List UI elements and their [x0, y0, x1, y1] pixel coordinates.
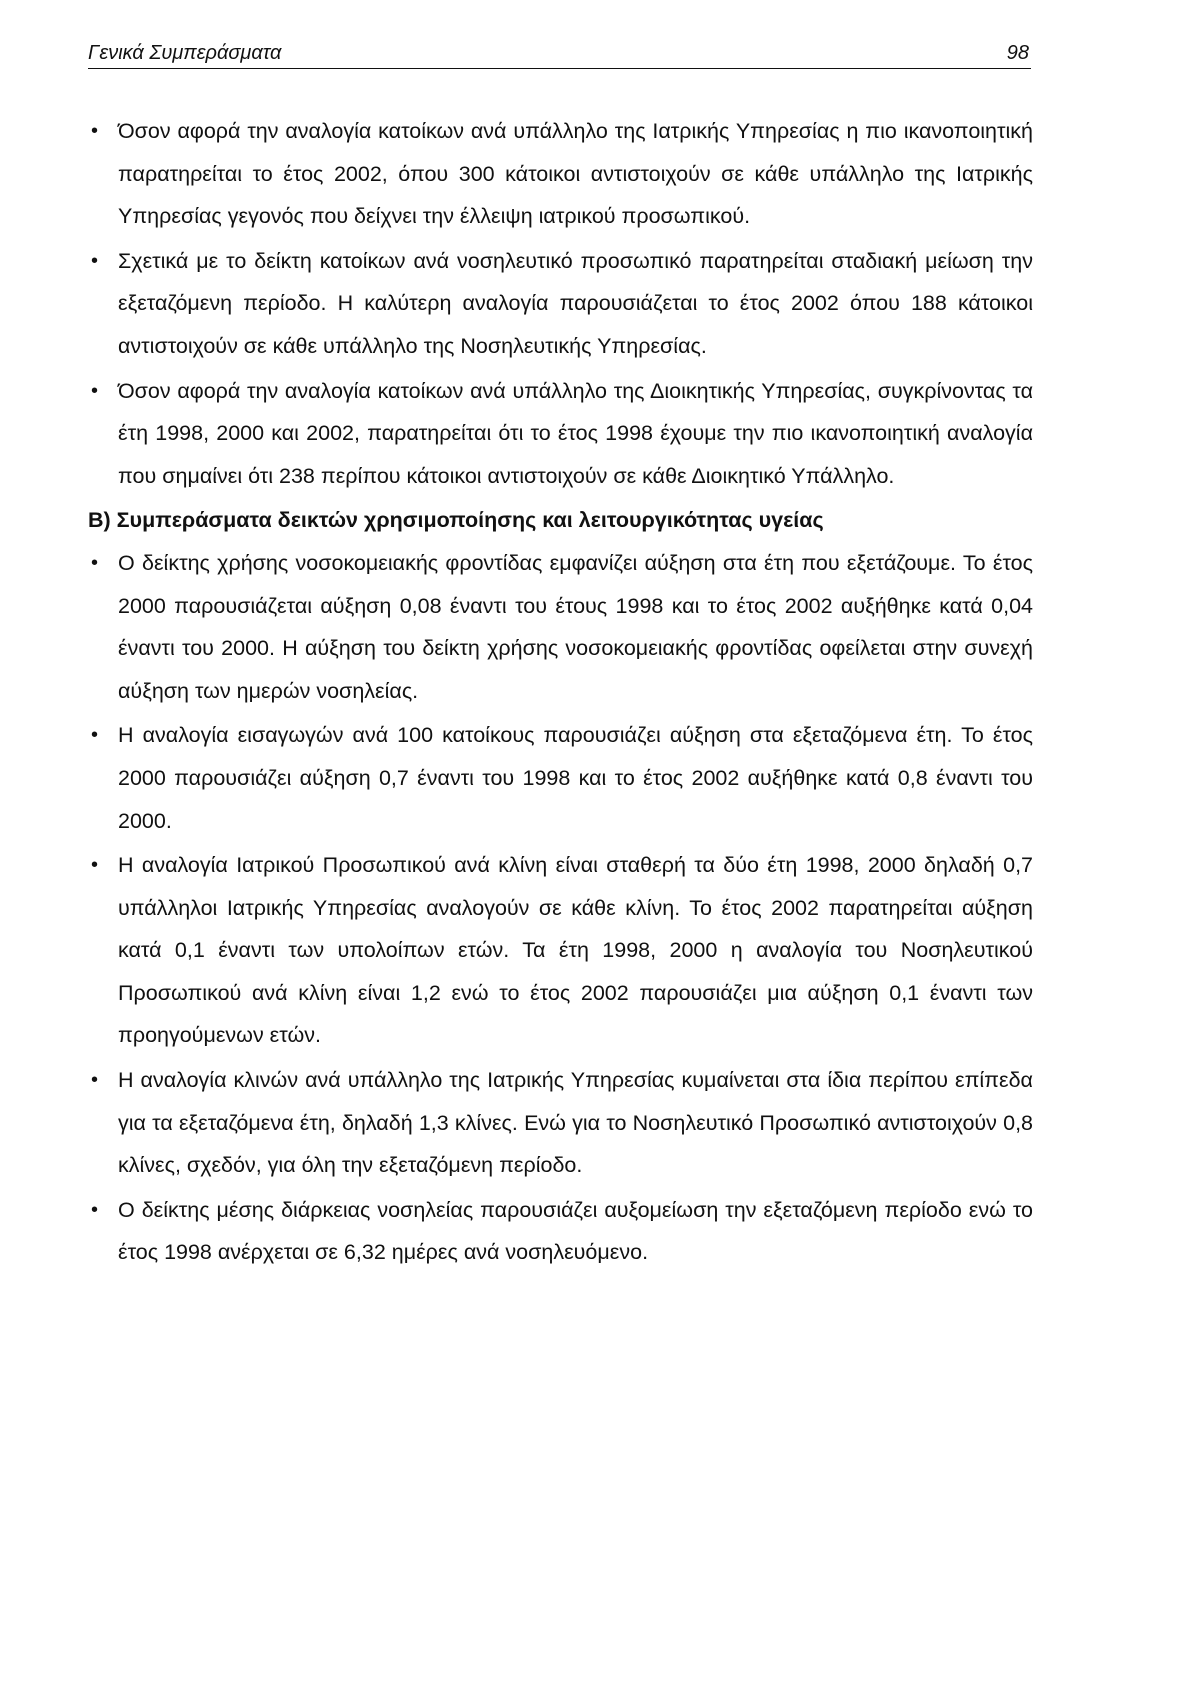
bullet-item: • Όσον αφορά την αναλογία κατοίκων ανά υπάλληλο της Διοικητικής Υπηρεσίας, συγκρίνοντας τα έτη 1998, 2000 και 2002, παρατηρείται ότι το έτος 1998 έχουμε την πιο ικανοποιητική αναλογία που σημαίνει ότι 238 περίπου κάτοικοι αντιστοιχούν σε κάθε Διοικητικό Υπάλληλο. [88, 370, 1033, 498]
section-b-heading: Β) Συμπεράσματα δεικτών χρησιμοποίησης και λειτουργικότητας υγείας [88, 508, 824, 533]
page-number: 98 [1006, 42, 1029, 64]
section-a-list [88, 110, 1033, 497]
main-content [88, 110, 1033, 1276]
bullet-item: • Ο δείκτης μέσης διάρκειας νοσηλείας παρουσιάζει αυξομείωση την εξεταζόμενη περίοδο ενώ το έτος 1998 ανέρχεται σε 6,32 ημέρες ανά νοσηλευόμενο. [88, 1189, 1033, 1274]
bullet-item: • Η αναλογία Ιατρικού Προσωπικού ανά κλίνη είναι σταθερή τα δύο έτη 1998, 2000 δηλαδή 0,7 υπάλληλοι Ιατρικής Υπηρεσίας αναλογούν σε κάθε κλίνη. Το έτος 2002 παρατηρείται αύξηση κατά 0,1 έναντι των υπολοίπων ετών. Τα έτη 1998, 2000 η αναλογία του Νοσηλευτικού Προσωπικού ανά κλίνη είναι 1,2 ενώ το έτος 2002 παρουσιάζει μια αύξηση 0,1 έναντι των προηγούμενων ετών. [88, 844, 1033, 1057]
bullet-item: • Ο δείκτης χρήσης νοσοκομειακής φροντίδας εμφανίζει αύξηση στα έτη που εξετάζουμε. Το έτος 2000 παρουσιάζεται αύξηση 0,08 έναντι του έτους 1998 και το έτος 2002 αυξήθηκε κατά 0,04 έναντι του 2000. Η αύξηση του δείκτη χρήσης νοσοκομειακής φροντίδας οφείλεται στην συνεχή αύξηση των ημερών νοσηλείας. [88, 542, 1033, 712]
running-header [88, 40, 1031, 69]
bullet-item: • Σχετικά με το δείκτη κατοίκων ανά νοσηλευτικό προσωπικό παρατηρείται σταδιακή μείωση την εξεταζόμενη περίοδο. Η καλύτερη αναλογία παρουσιάζεται το έτος 2002 όπου 188 κάτοικοι αντιστοιχούν σε κάθε υπάλληλο της Νοσηλευτικής Υπηρεσίας. [88, 240, 1033, 368]
chapter-title: Γενικά Συμπεράσματα [88, 42, 282, 64]
bullet-item: • Η αναλογία εισαγωγών ανά 100 κατοίκους παρουσιάζει αύξηση στα εξεταζόμενα έτη. Το έτος 2000 παρουσιάζει αύξηση 0,7 έναντι του 1998 και το έτος 2002 αυξήθηκε κατά 0,8 έναντι του 2000. [88, 714, 1033, 842]
bullet-item: • Η αναλογία κλινών ανά υπάλληλο της Ιατρικής Υπηρεσίας κυμαίνεται στα ίδια περίπου επίπεδα για τα εξεταζόμενα έτη, δηλαδή 1,3 κλίνες. Ενώ για το Νοσηλευτικό Προσωπικό αντιστοιχούν 0,8 κλίνες, σχεδόν, για όλη την εξεταζόμενη περίοδο. [88, 1059, 1033, 1187]
bullet-item: • Όσον αφορά την αναλογία κατοίκων ανά υπάλληλο της Ιατρικής Υπηρεσίας η πιο ικανοποιητική παρατηρείται το έτος 2002, όπου 300 κάτοικοι αντιστοιχούν σε κάθε υπάλληλο της Ιατρικής Υπηρεσίας γεγονός που δείχνει την έλλειψη ιατρικού προσωπικού. [88, 110, 1033, 238]
section-b-list [88, 542, 1033, 1274]
